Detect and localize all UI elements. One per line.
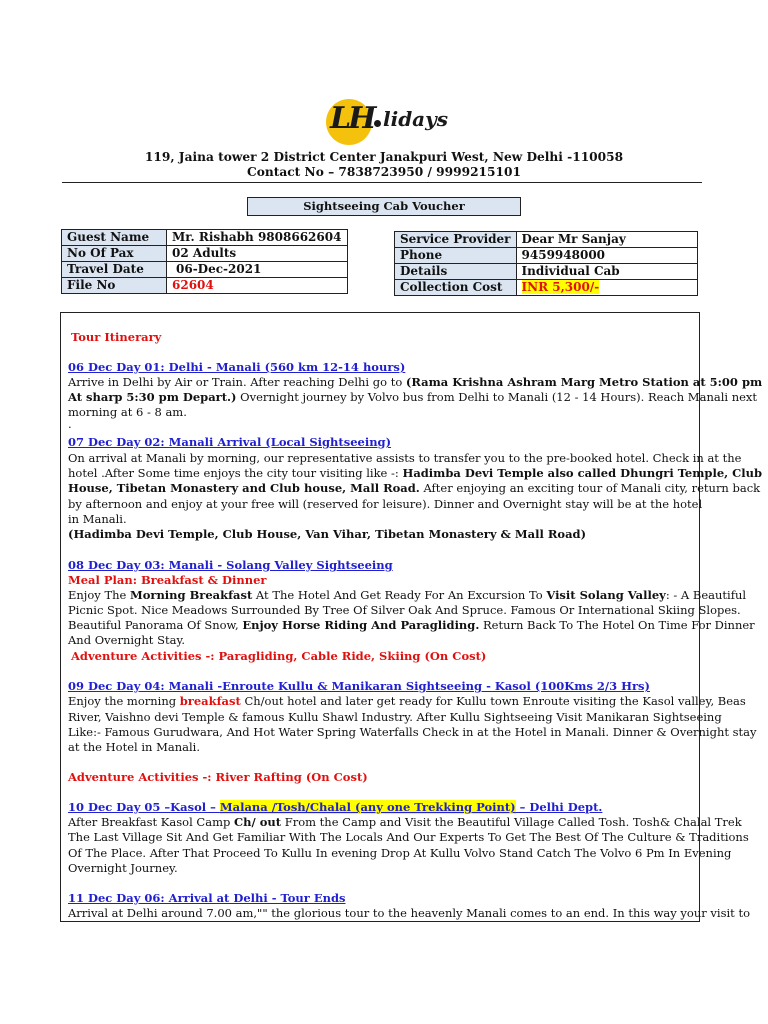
collection-cost-value [516,280,697,296]
text-segment: Beautiful Panorama Of Snow, [68,618,243,632]
day5-line: Of The Place. After That Proceed To Kullu In evening Drop At Kullu Volvo Stand Catch The Volvo 6 Pm In Evening [68,846,732,860]
day1-heading: 06 Dec Day 01: Delhi - Manali (560 km 12-14 hours) [68,360,406,374]
guest-name-label: Guest Name [62,230,167,246]
logo-dot-icon [374,120,381,127]
travel-date-value: 06-Dec-2021 [167,262,348,278]
day3-line: Picnic Spot. Nice Meadows Surrounded By Tree Of Silver Oak And Spruce. Famous Or International Skiing Slopes. [68,603,741,617]
text-segment: At The Hotel And Get Ready For An Excursion To [252,588,547,602]
text-segment: Return Back To The Hotel On Time For Dinner [479,618,755,632]
text-segment: (Rama Krishna Ashram Marg Metro Station at 5:00 pm [405,375,763,389]
table-row [395,280,698,296]
text-segment: Enjoy Horse Riding And Paragliding. [242,618,480,632]
day3-adventure: Adventure Activities -: Paragliding, Cable Ride, Skiing (On Cost) [71,649,487,663]
pax-label: No Of Pax [62,246,167,262]
day4-heading: 09 Dec Day 04: Manali -Enroute Kullu & Manikaran Sightseeing - Kasol (100Kms 2/3 Hrs) [68,679,650,693]
text-segment: After enjoying an exciting tour of Manali city, return back [419,481,761,495]
day1-line [68,375,762,390]
day1-line: morning at 6 - 8 am. [68,405,187,419]
collection-cost-amount: INR 5,300/- [521,280,600,294]
day3-line [68,588,746,603]
table-row [395,248,698,264]
text-segment: Morning Breakfast [129,588,253,602]
day5-line [68,815,742,830]
day3-meal-plan: Meal Plan: Breakfast & Dinner [68,573,267,587]
day3-line: And Overnight Stay. [68,633,186,647]
text-segment: Ch/out hotel and later get ready for Kullu town Enroute visiting the Kasol valley, Beas [240,694,746,708]
text-segment: 10 Dec Day 05 –Kasol – [68,800,220,814]
table-row [395,232,698,248]
text-segment: Enjoy the morning [68,694,180,708]
day2-line [68,481,760,496]
itinerary-box [60,312,763,922]
text-segment: At sharp 5:30 pm Depart.) [68,390,237,404]
day3-heading: 08 Dec Day 03: Manali - Solang Valley Sightseeing [68,558,393,572]
logo-mark: LH [330,101,374,136]
file-no-value: 62604 [167,278,348,294]
day2-line: On arrival at Manali by morning, our representative assists to transfer you to the pre-booked hotel. Check in at the [68,451,742,465]
day1-line: . [68,417,72,431]
text-segment: hotel .After Some time enjoys the city tour visiting like -: [68,466,403,480]
day4-line: Like:- Famous Gurudwara, And Hot Water Spring Waterfalls Check in at the Hotel in Manali. Dinner & Overnight stay [68,725,757,739]
text-segment: Malana /Tosh/Chalal (any one Trekking Point) [219,800,516,814]
day2-line: (Hadimba Devi Temple, Club House, Van Vihar, Tibetan Monastery & Mall Road) [68,527,587,541]
day5-line: Overnight Journey. [68,861,178,875]
day3-line [68,618,755,633]
day5-line: The Last Village Sit And Get Familiar With The Locals And Our Experts To Get The Best Of The Culture & Traditions [68,830,749,844]
service-provider-label: Service Provider [395,232,517,248]
day1-line [68,390,757,405]
company-logo [322,93,452,153]
text-segment: House, Tibetan Monastery and Club house, Mall Road. [68,481,420,495]
day5-heading [68,800,602,815]
text-segment: breakfast [179,694,241,708]
text-segment: Arrive in Delhi by Air or Train. After reaching Delhi go to [68,375,406,389]
table-row [395,264,698,280]
text-segment: Overnight journey by Volvo bus from Delhi to Manali (12 - 14 Hours). Reach Manali next [236,390,758,404]
text-segment: – Delhi Dept. [515,800,603,814]
text-segment: Ch/ out [234,815,282,829]
text-segment: From the Camp and Visit the Beautiful Village Called Tosh. Tosh& Chalal Trek [281,815,742,829]
header-divider [62,182,702,183]
day4-line [68,694,746,709]
travel-date-label: Travel Date [62,262,167,278]
phone-label: Phone [395,248,517,264]
day2-heading: 07 Dec Day 02: Manali Arrival (Local Sightseeing) [68,435,392,449]
text-segment: : - A Beautiful [665,588,747,602]
day6-heading: 11 Dec Day 06: Arrival at Delhi - Tour Ends [68,891,346,905]
guest-info-table [61,229,348,294]
table-row [62,278,348,294]
table-row [62,230,348,246]
collection-cost-label: Collection Cost [395,280,517,296]
details-value: Individual Cab [516,264,697,280]
pax-value: 02 Adults [167,246,348,262]
file-no-label: File No [62,278,167,294]
table-row [62,246,348,262]
day6-line: Arrival at Delhi around 7.00 am,"" the glorious tour to the heavenly Manali comes to an end. In this way your visit to [68,906,750,920]
logo-text: lidays [383,107,449,131]
text-segment: Visit Solang Valley [546,588,666,602]
day4-line: River, Vaishno devi Temple & famous Kullu Shawl Industry. After Kullu Sightseeing Visit Manikaran Sightseeing [68,710,722,724]
day4-line: at the Hotel in Manali. [68,740,200,754]
guest-name-value: Mr. Rishabh 9808662604 [167,230,348,246]
phone-value: 9459948000 [516,248,697,264]
details-label: Details [395,264,517,280]
service-info-table [394,231,698,296]
table-row [62,262,348,278]
day2-line: by afternoon and enjoy at your free will (reserved for leisure). Dinner and Overnight stay will be at the hotel [68,497,703,511]
text-segment: Hadimba Devi Temple also called Dhungri Temple, Club [402,466,763,480]
voucher-title: Sightseeing Cab Voucher [247,197,521,216]
text-segment: After Breakfast Kasol Camp [68,815,234,829]
itinerary-title: Tour Itinerary [71,330,162,344]
service-provider-value: Dear Mr Sanjay [516,232,697,248]
day2-line: in Manali. [68,512,127,526]
company-contact: Contact No – 7838723950 / 9999215101 [247,165,521,179]
text-segment: Enjoy The [68,588,130,602]
day4-adventure: Adventure Activities -: River Rafting (On Cost) [68,770,368,784]
day2-line [68,466,762,481]
company-address: 119, Jaina tower 2 District Center Janakpuri West, New Delhi -110058 [144,150,624,164]
